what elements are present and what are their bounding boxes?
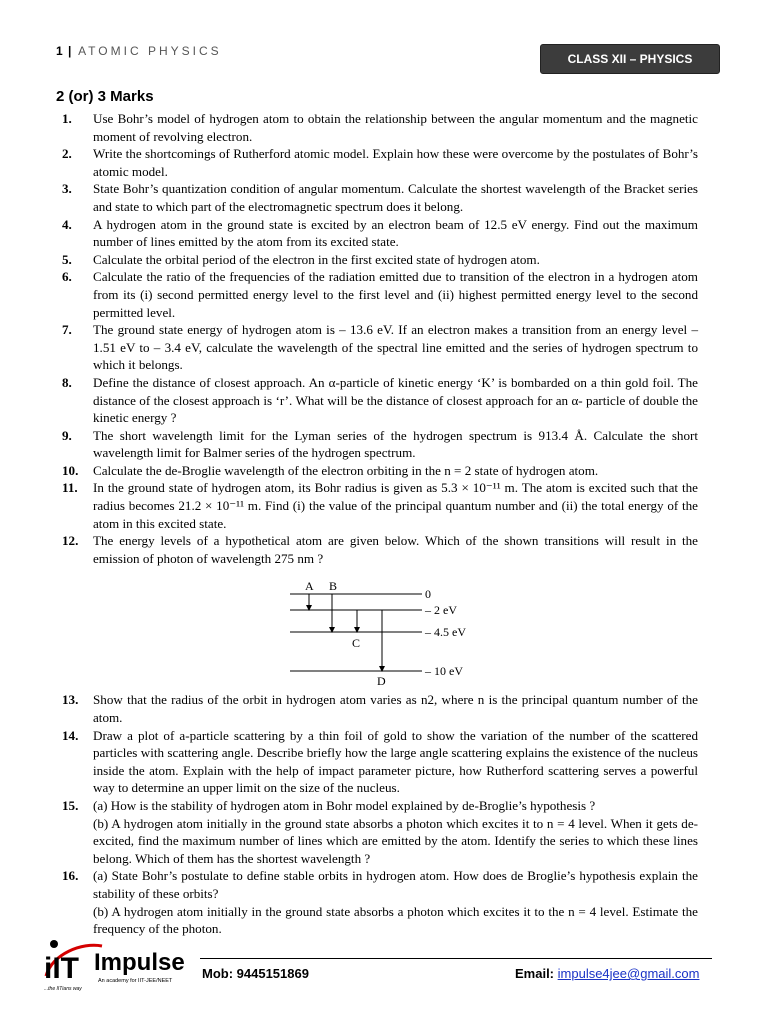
- email-label: Email:: [515, 966, 555, 981]
- class-badge: CLASS XII – PHYSICS: [540, 44, 720, 74]
- question-number: 3.: [62, 181, 72, 197]
- question-text: Calculate the de-Broglie wavelength of the electron orbiting in the n = 2 state of hydrogen atom.: [93, 462, 599, 478]
- question-text: In the ground state of hydrogen atom, its Bohr radius is given as 5.3 × 10⁻¹¹ m. The atom is excited such that the radius becomes 21.2 × 10⁻¹¹ m. Find (i) the value of the principal quantum number and (ii) the total energy of the atom in this excited state.: [93, 480, 698, 531]
- question-list: [62, 110, 698, 938]
- question-item: [62, 145, 698, 180]
- question-number: 5.: [62, 251, 72, 267]
- transition-label-a: A: [305, 579, 314, 594]
- transition-label-b: B: [329, 579, 338, 594]
- question-number: 14.: [62, 727, 79, 743]
- question-part-b: (b) A hydrogen atom initially in the ground state absorbs a photon which excites it to n = 4 level. When it gets de-excited, find the maximum number of lines which are emitted by the atom. Identify the series to which these lines belong. Which of them has the shortest wavelength ?: [93, 815, 698, 866]
- question-text: Define the distance of closest approach. An α-particle of kinetic energy ‘K’ is bombarded on a thin gold foil. The distance of the closest approach is ‘r’. What will be the distance of closest approach for an α- particle of double the kinetic energy ?: [93, 374, 698, 426]
- question-item: [62, 268, 698, 321]
- transition-label-d: D: [377, 674, 386, 689]
- mobile-number: Mob: 9445151869: [202, 966, 309, 981]
- question-number: 11.: [62, 480, 78, 496]
- email-link[interactable]: impulse4jee@gmail.com: [557, 966, 700, 981]
- question-item: [62, 867, 698, 937]
- question-number: 8.: [62, 374, 72, 390]
- impulse-logo: [42, 934, 192, 1014]
- question-item: [62, 691, 698, 726]
- question-number: 2.: [62, 146, 72, 162]
- logo-tagline-right: An academy for IIT-JEE/NEET: [98, 978, 173, 984]
- question-text: The short wavelength limit for the Lyman series of the hydrogen spectrum is 913.4 Å. Calculate the short wavelength limit for Balmer series of the hydrogen spectrum.: [93, 427, 698, 461]
- question-text: Draw a plot of a-particle scattering by a thin foil of gold to show the variation of the number of the scattered particles with scattering angle. Describe briefly how the large angle scattering explains the existence of the nucleus inside the atom. Explain with the help of impact parameter picture, how Rutherford scattering serves a powerful way to determine an upper limit on the size of the nucleus.: [93, 727, 698, 796]
- page-number: 1: [56, 44, 64, 58]
- question-number: 6.: [62, 269, 72, 285]
- logo-text: Impulse: [94, 949, 185, 976]
- question-part-a: (a) How is the stability of hydrogen atom in Bohr model explained by de-Broglie’s hypothesis ?: [93, 798, 596, 813]
- question-item: [62, 797, 698, 867]
- question-part-b: (b) A hydrogen atom initially in the ground state absorbs a photon which excites it to the n = 4 level. Estimate the frequency of the photon.: [93, 903, 698, 937]
- question-text: Write the shortcomings of Rutherford atomic model. Explain how these were overcome by the postulates of Bohr’s atomic model.: [93, 146, 698, 179]
- energy-level-diagram: [62, 567, 698, 691]
- logo-iit: iIT: [44, 952, 79, 985]
- question-number: 16.: [62, 868, 79, 884]
- question-text: Calculate the ratio of the frequencies of the radiation emitted due to transition of the electron in a hydrogen atom from its (i) second permitted energy level to the first level and (ii) highest permitted energy level to the second permitted level.: [93, 269, 698, 320]
- question-text: Calculate the orbital period of the electron in the first excited state of hydrogen atom.: [93, 251, 540, 267]
- question-number: 1.: [62, 111, 72, 126]
- question-item: [62, 321, 698, 374]
- subject-title: ATOMIC PHYSICS: [78, 44, 222, 58]
- logo-tagline-left: ...the IITians way: [44, 986, 82, 992]
- level-label-4-5ev: – 4.5 eV: [425, 625, 466, 640]
- question-number: 4.: [62, 216, 72, 232]
- question-text: Show that the radius of the orbit in hydrogen atom varies as n2, where n is the principal quantum number of the atom.: [93, 692, 698, 726]
- question-item: [62, 374, 698, 427]
- footer-divider: [200, 958, 712, 959]
- question-text: A hydrogen atom in the ground state is excited by an electron beam of 12.5 eV energy. Find out the maximum number of lines emitted by the atom from its excited state.: [93, 216, 698, 250]
- question-number: 10.: [62, 462, 79, 478]
- question-item: [62, 727, 698, 797]
- question-item: [62, 251, 698, 269]
- question-text: The energy levels of a hypothetical atom are given below. Which of the shown transitions will result in the emission of photon of wavelength 275 nm ?: [93, 533, 698, 566]
- logo-dot: [50, 940, 58, 948]
- transition-label-c: C: [352, 636, 361, 651]
- level-label-0: 0: [425, 587, 431, 602]
- question-number: 12.: [62, 533, 79, 549]
- question-text: Use Bohr’s model of hydrogen atom to obtain the relationship between the angular momentum and the magnetic moment of revolving electron.: [93, 111, 698, 144]
- level-label-10ev: – 10 eV: [425, 664, 463, 679]
- question-part-a: (a) State Bohr’s postulate to define stable orbits in hydrogen atom. How does de Broglie’s hypothesis explain the stability of these orbits?: [93, 868, 698, 901]
- question-item: [62, 427, 698, 462]
- question-item: [62, 479, 698, 532]
- question-item: [62, 180, 698, 215]
- question-item: [62, 532, 698, 567]
- email-contact: [515, 966, 699, 981]
- question-item: [62, 110, 698, 145]
- question-number: 7.: [62, 322, 72, 338]
- question-item: [62, 462, 698, 480]
- page-header: 1 | ATOMIC PHYSICS: [56, 44, 222, 58]
- level-label-2ev: – 2 eV: [425, 603, 457, 618]
- question-item: [62, 216, 698, 251]
- question-number: 9.: [62, 427, 72, 443]
- section-title: 2 (or) 3 Marks: [56, 88, 154, 105]
- question-number: 13.: [62, 692, 79, 708]
- question-number: 15.: [62, 798, 79, 813]
- question-text: State Bohr’s quantization condition of angular momentum. Calculate the shortest wavelength of the Bracket series and state to which part of the electromagnetic spectrum does it belong.: [93, 181, 698, 214]
- question-text: The ground state energy of hydrogen atom is – 13.6 eV. If an electron makes a transition from an energy level – 1.51 eV to – 3.4 eV, calculate the wavelength of the spectral line emitted and the series of hydrogen spectrum to which it belongs.: [93, 322, 698, 373]
